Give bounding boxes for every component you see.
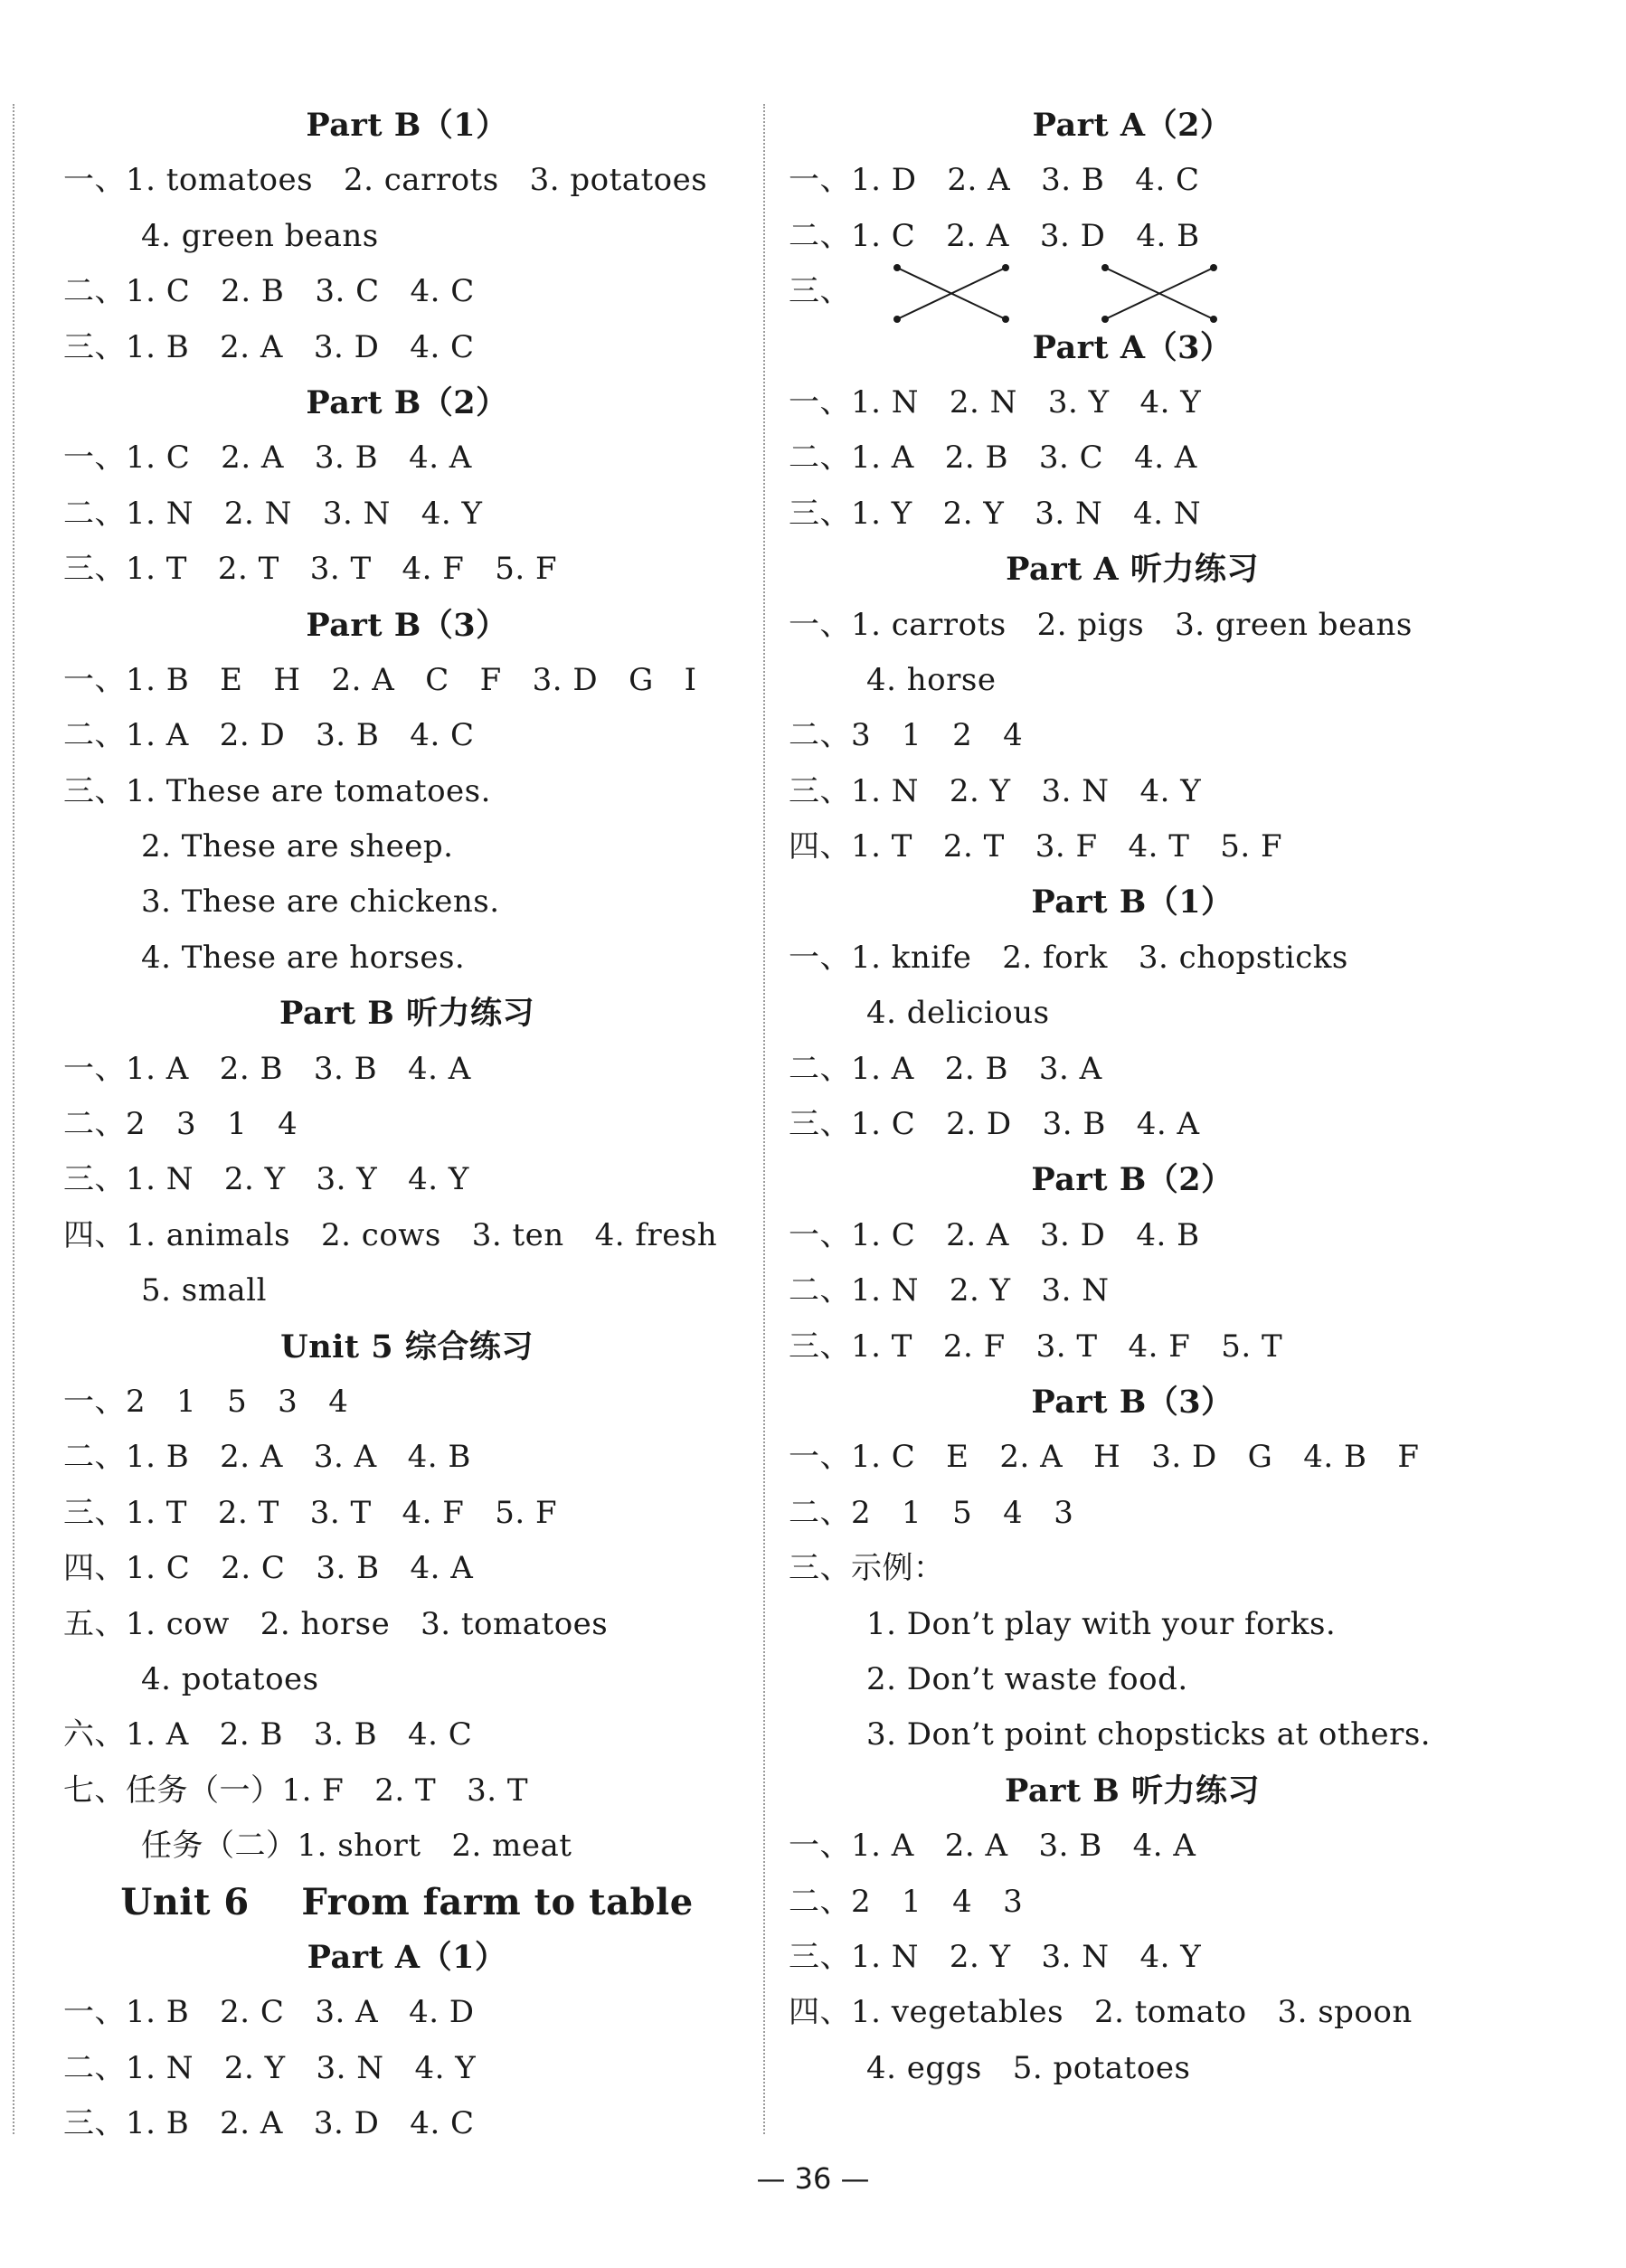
answer-line: 一、1. A 2. A 3. B 4. A [789,1828,1196,1865]
answer-line: 七、任务（一）1. F 2. T 3. T [63,1772,529,1809]
answer-line: 三、1. N 2. Y 3. N 4. Y [789,772,1202,809]
answer-line-continued: 3. Don’t point chopsticks at others. [866,1716,1432,1753]
answer-line: 三、1. These are tomatoes. [63,772,491,809]
section-heading: Part A（3） [1032,328,1233,366]
answer-line: 三、1. N 2. Y 3. Y 4. Y [63,1161,469,1198]
answer-line: 四、1. T 2. T 3. F 4. T 5. F [789,828,1283,865]
match-dot [1002,264,1009,271]
answer-line: 二、1. N 2. Y 3. N 4. Y [63,2049,477,2086]
answer-line: 一、1. D 2. A 3. B 4. C [789,162,1200,199]
answer-line: 二、1. A 2. B 3. A [789,1050,1102,1087]
match-dot [1101,264,1109,271]
answer-line: 一、1. B E H 2. A C F 3. D G I [63,661,697,698]
answer-line: 一、1. B 2. C 3. A 4. D [63,1994,475,2031]
left-column [63,98,751,2151]
answer-line: 三、1. C 2. D 3. B 4. A [789,1106,1200,1143]
answer-line: 二、1. N 2. N 3. N 4. Y [63,495,483,532]
answer-line: 二、1. C 2. A 3. D 4. B [789,217,1200,254]
answer-line: 三、1. T 2. F 3. T 4. F 5. T [789,1328,1283,1365]
answer-line-continued: 2. Don’t waste food. [866,1660,1188,1697]
answer-line: 二、3 1 2 4 [789,717,1024,754]
answer-line: 三、1. N 2. Y 3. N 4. Y [789,1938,1202,1975]
section-heading: Part A（2） [1032,107,1233,144]
answer-line-continued: 4. These are horses. [141,939,466,976]
answer-line: 四、1. C 2. C 3. B 4. A [63,1550,474,1587]
match-dot [1002,316,1009,323]
match-dot [1210,316,1217,323]
section-heading: Part B（2） [306,383,508,421]
matching-answer-line [789,264,1476,319]
answer-line-continued: 1. Don’t play with your forks. [866,1605,1337,1642]
answer-line-continued: 4. potatoes [141,1660,319,1697]
match-dot [893,316,901,323]
answer-line-continued: 4. eggs 5. potatoes [866,2049,1191,2086]
answer-line-continued: 3. These are chickens. [141,884,500,921]
section-heading: Part B（3） [1031,1383,1234,1421]
unit-title: Unit 6 From farm to table [120,1880,694,1923]
match-dot [1210,264,1217,271]
answer-line: 三、1. T 2. T 3. T 4. F 5. F [63,1494,558,1531]
answer-line-continued: 2. These are sheep. [141,828,454,865]
answer-line: 三、示例： [789,1550,945,1587]
answer-line: 四、1. vegetables 2. tomato 3. spoon [789,1994,1413,2031]
answer-line: 一、1. tomatoes 2. carrots 3. potatoes [63,162,708,199]
answer-line: 三、1. T 2. T 3. T 4. F 5. F [63,551,558,588]
right-column [789,98,1476,2096]
answer-line: 二、2 1 5 4 3 [789,1494,1074,1531]
answer-line: 二、2 3 1 4 [63,1106,298,1143]
answer-line: 五、1. cow 2. horse 3. tomatoes [63,1605,609,1642]
answer-line: 三、1. B 2. A 3. D 4. C [63,2105,475,2142]
column-divider [763,104,765,2134]
answer-line: 二、1. C 2. B 3. C 4. C [63,273,475,310]
answer-line-continued: 4. delicious [866,995,1050,1032]
answer-line: 一、1. N 2. N 3. Y 4. Y [789,383,1202,421]
matching-lines-drawing [861,264,1241,319]
answer-line: 一、1. C 2. A 3. B 4. A [63,439,472,477]
match-dot [1101,316,1109,323]
answer-line: 一、1. A 2. B 3. B 4. A [63,1050,471,1087]
answer-line-continued: 5. small [141,1272,267,1309]
section-heading: Part B（1） [306,107,508,144]
answer-line: 四、1. animals 2. cows 3. ten 4. fresh [63,1216,718,1253]
answer-line-continued: 4. horse [866,661,997,698]
section-heading: Part B（3） [306,606,508,644]
answer-line: 三、1. B 2. A 3. D 4. C [63,328,475,365]
answer-line: 一、2 1 5 3 4 [63,1383,349,1420]
section-heading: Unit 5 综合练习 [280,1328,534,1366]
section-heading: Part B（2） [1031,1161,1234,1199]
answer-line-continued: 任务（二）1. short 2. meat [141,1828,572,1865]
answer-line: 一、1. knife 2. fork 3. chopsticks [789,939,1348,976]
answer-line: 一、1. C E 2. A H 3. D G 4. B F [789,1439,1420,1476]
answer-line: 二、2 1 4 3 [789,1883,1024,1920]
answer-line: 二、1. A 2. D 3. B 4. C [63,717,475,754]
answer-line: 二、1. A 2. B 3. C 4. A [789,439,1197,477]
answer-line: 三、1. Y 2. Y 3. N 4. N [789,495,1202,532]
answer-line: 二、1. B 2. A 3. A 4. B [63,1439,471,1476]
answer-line: 二、1. N 2. Y 3. N [789,1272,1110,1309]
page-number: — 36 — [756,2161,870,2196]
answer-line-continued: 4. green beans [141,217,379,254]
question-number: 三、 [789,273,851,310]
section-heading: Part B（1） [1031,884,1234,921]
section-heading: Part B 听力练习 [279,995,535,1033]
section-heading: Part A（1） [307,1938,507,1976]
answer-line: 一、1. carrots 2. pigs 3. green beans [789,606,1413,643]
left-margin-divider [13,104,14,2134]
match-dot [893,264,901,271]
answer-line: 一、1. C 2. A 3. D 4. B [789,1216,1200,1253]
answer-line: 六、1. A 2. B 3. B 4. C [63,1716,473,1753]
section-heading: Part A 听力练习 [1006,551,1259,589]
cross-lines-graphic [861,264,1241,332]
section-heading: Part B 听力练习 [1004,1772,1261,1810]
